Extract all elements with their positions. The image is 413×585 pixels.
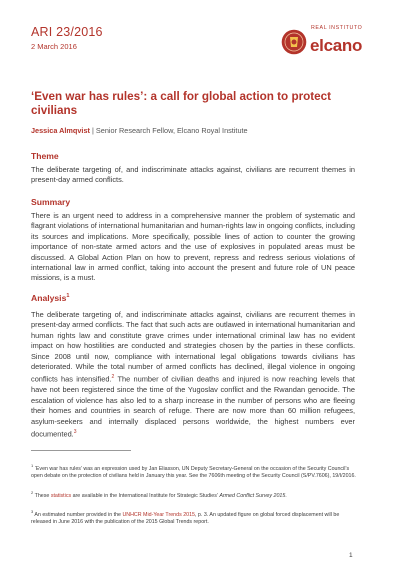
footnote-divider (31, 450, 131, 451)
analysis-text-part-b: The number of civilian deaths and injured is now reaching levels that have not been registered since the time of the Yugoslav conflict and the Rwandan genocide. The escalation of violence has also led to a sharp increase in the number of persons who are fleeing their homes and countries in search of refuge. There are now more than 60 million refugees, asylum-seekers and internally displaced persons worldwide, the highest numbers ever documented. (31, 374, 355, 439)
footnote-3-post: , p. 3. An updated figure on global forced displacement will be released in June 2016 with the publication of the 2015 Global Trends report. (31, 511, 340, 526)
footnote-3 (31, 508, 357, 526)
footnote-2-post: . (285, 492, 287, 499)
footnote-1 (31, 462, 357, 480)
theme-text: The deliberate targeting of, and indiscriminate attacks against, civilians are recurrent themes in present-day armed conflicts. (31, 165, 355, 185)
footnote-2-source-title: Armed Conflict Survey 2015 (219, 492, 286, 499)
footnote-3-pre: An estimated number provided in the (33, 511, 123, 518)
footnote-ref-2[interactable]: 2 (111, 374, 115, 381)
footnote-2-number: 2 (31, 490, 34, 495)
footnote-ref-1[interactable]: 1 (66, 293, 70, 300)
logo-top-text: REAL INSTITUTO (311, 25, 363, 31)
footnote-2-pre: These (33, 492, 51, 499)
elcano-seal-icon (281, 29, 307, 55)
footnote-1-number: 1 (31, 463, 34, 468)
page-number: 1 (349, 552, 353, 559)
page-title: ‘Even war has rules’: a call for global action to protect civilians (31, 90, 332, 117)
footnote-2 (31, 489, 357, 500)
footnote-ref-3[interactable]: 3 (73, 428, 77, 435)
analysis-heading-text: Analysis (31, 293, 67, 303)
footnote-2-mid: are available in the International Institute for Strategic Studies’ (71, 492, 220, 499)
analysis-heading (31, 293, 69, 303)
footnote-1-text: ‘Even war has rules’ was an expression used by Jan Eliasson, UN Deputy Secretary-General on the occasion of the Security Council’s open debate on the protection of civilians held in January this year. See the 7606th meeting of the Security Council (S/PV.7606), 19/I/2016. (31, 465, 356, 480)
unhcr-trends-link[interactable]: UNHCR Mid-Year Trends 2015 (122, 511, 195, 518)
author-line (31, 126, 248, 135)
summary-text: There is an urgent need to address in a comprehensive manner the problem of systematic and flagrant violations of international humanitarian and human-rights law in ongoing conflicts, including its sources and implications. More specifically, possible lines of action to counter the growing importance of non-state armed actors and the use of explosives in populated areas must be discussed. A Global Action Plan on how to prevent, repress and redress serious violations of international law in armed conflict, taking into account the present and future role of UN peace missions, is a must. (31, 211, 355, 283)
footnote-3-number: 3 (31, 509, 34, 514)
statistics-link[interactable]: statistics (50, 492, 72, 499)
publication-date: 2 March 2016 (31, 42, 77, 51)
analysis-text (31, 310, 355, 440)
logo-name: elcano (310, 36, 363, 55)
elcano-logo (281, 19, 387, 63)
series-code: ARI 23/2016 (31, 25, 103, 39)
analysis-text-part-a: The deliberate targeting of, and indiscriminate attacks against, civilians are recurrent themes in present-day armed conflicts. The fact that such acts are outlawed in international humanitarian and human rights law and constitute grave crimes under international criminal law has no evident impact on how hostilities are conducted and strategies chosen by the parties in these conflicts. Since 2008 until now, compliance with international legal obligations towards civilians has deteriorated. While the total number of armed conflicts has declined, illegal violence in ongoing conflicts has intensified. (31, 310, 355, 384)
author-role: | Senior Research Fellow, Elcano Royal Institute (91, 126, 248, 135)
author-name: Jessica Almqvist (31, 126, 90, 135)
summary-heading: Summary (31, 197, 71, 207)
theme-heading: Theme (31, 151, 59, 161)
